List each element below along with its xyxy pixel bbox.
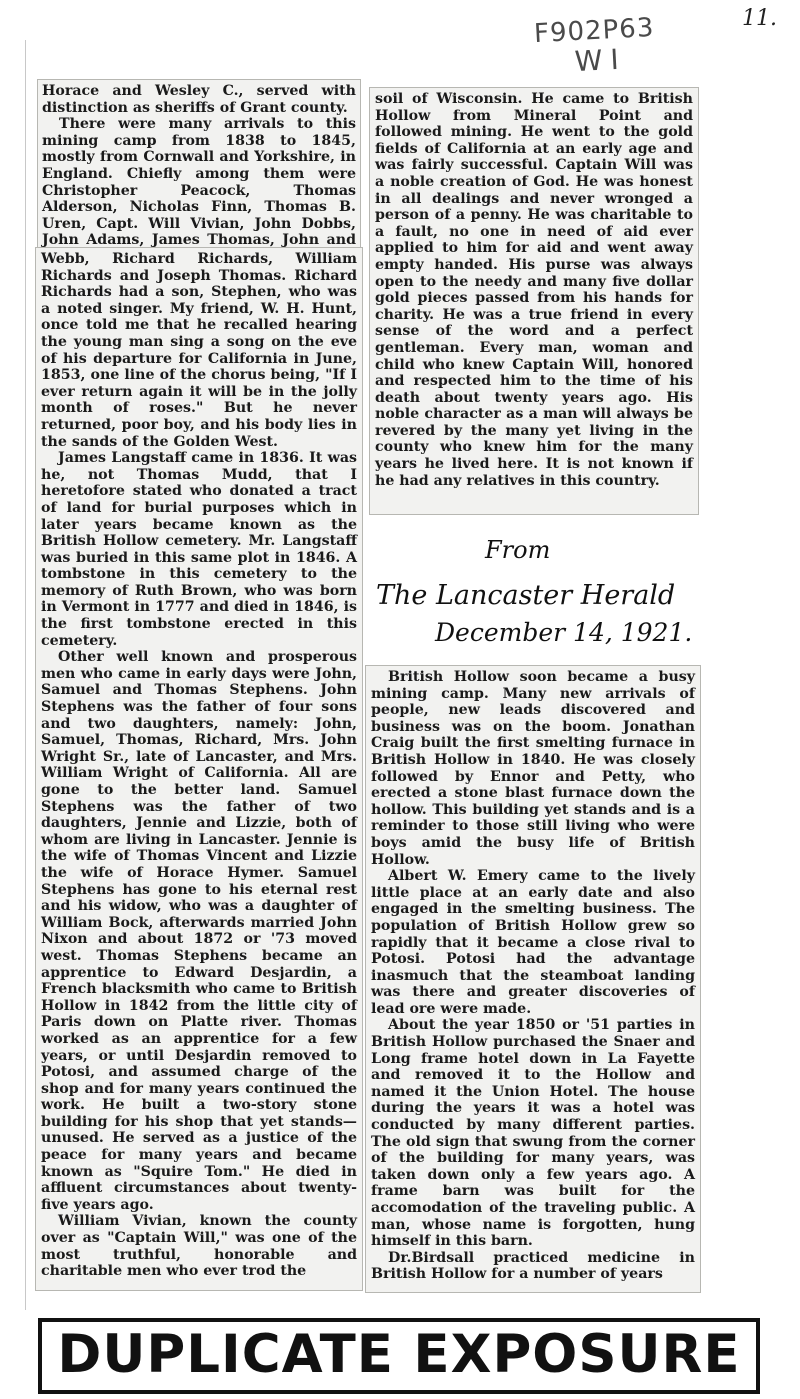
clipping-column-1-top: [38, 80, 360, 247]
paragraph: Other well known and prosperous men who came in early days were John, Samuel and Thomas Stephens. John Stephens was the father of four sons and two daughters, namely: John, Samuel, Thomas, Richard, Mrs. John Wright Sr., late of Lancaster, and Mrs. William Wright of California. All are gone to the better land. Samuel Stephens was the father of two daughters, Jennie and Lizzie, both of whom are living in Lancaster. Jennie is the wife of Thomas Vincent and Lizzie the wife of Horace Hymer. Samuel Stephens has gone to his eternal rest and his widow, who was a daughter of William Bock, afterwards married John Nixon and about 1872 or '73 moved west. Thomas Stephens became an apprentice to Edward Desjardin, a French blacksmith who came to British Hollow in 1842 from the little city of Paris down on Platte river. Thomas worked as an apprentice for a few years, or until Desjardin removed to Potosi, and assumed charge of the shop and for many years continued the work. He built a two-story stone building for his shop that yet stands—unused. He served as a justice of the peace for many years and became known as "Squire Tom." He died in affluent circumstances about twenty-five years ago.: [41, 649, 357, 1213]
clipping-column-2-top: [370, 88, 698, 514]
archive-state: WI: [573, 42, 628, 79]
archive-reference: F902P63: [533, 12, 656, 50]
paragraph: About the year 1850 or '51 parties in British Hollow purchased the Snaer and Long frame hotel down in La Fayette and removed it to the Hollow and named it the Union Hotel. The house during the years it was a hotel was conducted by many different parties. The old sign that swung from the corner of the building for many years, was taken down only a few years ago. A frame barn was built for the accomodation of the traveling public. A man, whose name is forgotten, hung himself in this barn.: [371, 1017, 695, 1250]
handnote-newspaper: The Lancaster Herald: [376, 580, 676, 611]
paragraph: British Hollow soon became a busy mining camp. Many new arrivals of people, new leads discovered and business was on the boom. Jonathan Craig built the first smelting furnace in British Hollow in 1840. He was closely followed by Ennor and Petty, who erected a stone blast furnace down the hollow. This building yet stands and is a reminder to those still living who were boys amid the busy life of British Hollow.: [371, 669, 695, 868]
paragraph: James Langstaff came in 1836. It was he, not Thomas Mudd, that I heretofore stated who donated a tract of land for burial purposes which in later years became known as the British Hollow cemetery. Mr. Langstaff was buried in this same plot in 1846. A tombstone in this cemetery to the memory of Ruth Brown, who was born in Vermont in 1777 and died in 1846, is the first tombstone erected in this cemetery.: [41, 450, 357, 649]
paragraph: Dr.Birdsall practiced medicine in British Hollow for a number of years: [371, 1249, 695, 1283]
archive-stamp: [519, 12, 672, 80]
paragraph: Webb, Richard Richards, William Richards and Joseph Thomas. Richard Richards had a son, Stephen, who was a noted singer. My friend, W. H. Hunt, once told me that he recalled hearing the young man sing a song on the eve of his departure for California in June, 1853, one line of the chorus being, "If I ever return again it will be in the jolly month of roses." But he never returned, poor boy, and his body lies in the sands of the Golden West.: [41, 251, 357, 450]
page-number: 11.: [742, 6, 777, 31]
paragraph: William Vivian, known the county over as "Captain Will," was one of the most truthful, honorable and charitable men who ever trod the: [41, 1213, 357, 1280]
paragraph: Albert W. Emery came to the lively little place at an early date and also engaged in the smelting business. The population of British Hollow grew so rapidly that it became a close rival to Potosi. Potosi had the advantage inasmuch that the steamboat landing was there and greater discoveries of lead ore were made.: [371, 868, 695, 1017]
handwritten-source-note: [370, 532, 700, 660]
clipping-column-2-bottom: [366, 666, 700, 1292]
paragraph: Horace and Wesley C., served with distinction as sheriffs of Grant county.: [42, 83, 356, 116]
clipping-column-1-main: [36, 248, 362, 1290]
paragraph: soil of Wisconsin. He came to British Hollow from Mineral Point and followed mining. He went to the gold fields of California at an early age and was fairly successful. Captain Will was a noble creation of God. He was honest in all dealings and never wronged a person of a penny. He was charitable to a fault, no one in need of aid ever applied to him for aid and went away empty handed. His purse was always open to the needy and many five dollar gold pieces passed from his hands for charity. He was a true friend in every sense of the word and a perfect gentleman. Every man, woman and child who knew Captain Will, honored and respected him to the time of his death about twenty years ago. His noble character as a man will always be revered by the many yet living in the county who knew him for the many years he lived here. It is not known if he had any relatives in this country.: [375, 91, 693, 489]
scan-edge-rule: [25, 40, 26, 1310]
paragraph: There were many arrivals to this mining camp from 1838 to 1845, mostly from Cornwall and Yorkshire, in England. Chiefly among them were Christopher Peacock, Thomas Alderson, Nicholas Finn, Thomas B. Uren, Capt. Will Vivian, John Dobbs, John Adams, James Thomas, John and: [42, 116, 356, 247]
duplicate-exposure-banner: DUPLICATE EXPOSURE: [38, 1318, 760, 1394]
handnote-from: From: [485, 536, 551, 564]
handnote-date: December 14, 1921.: [435, 618, 693, 647]
